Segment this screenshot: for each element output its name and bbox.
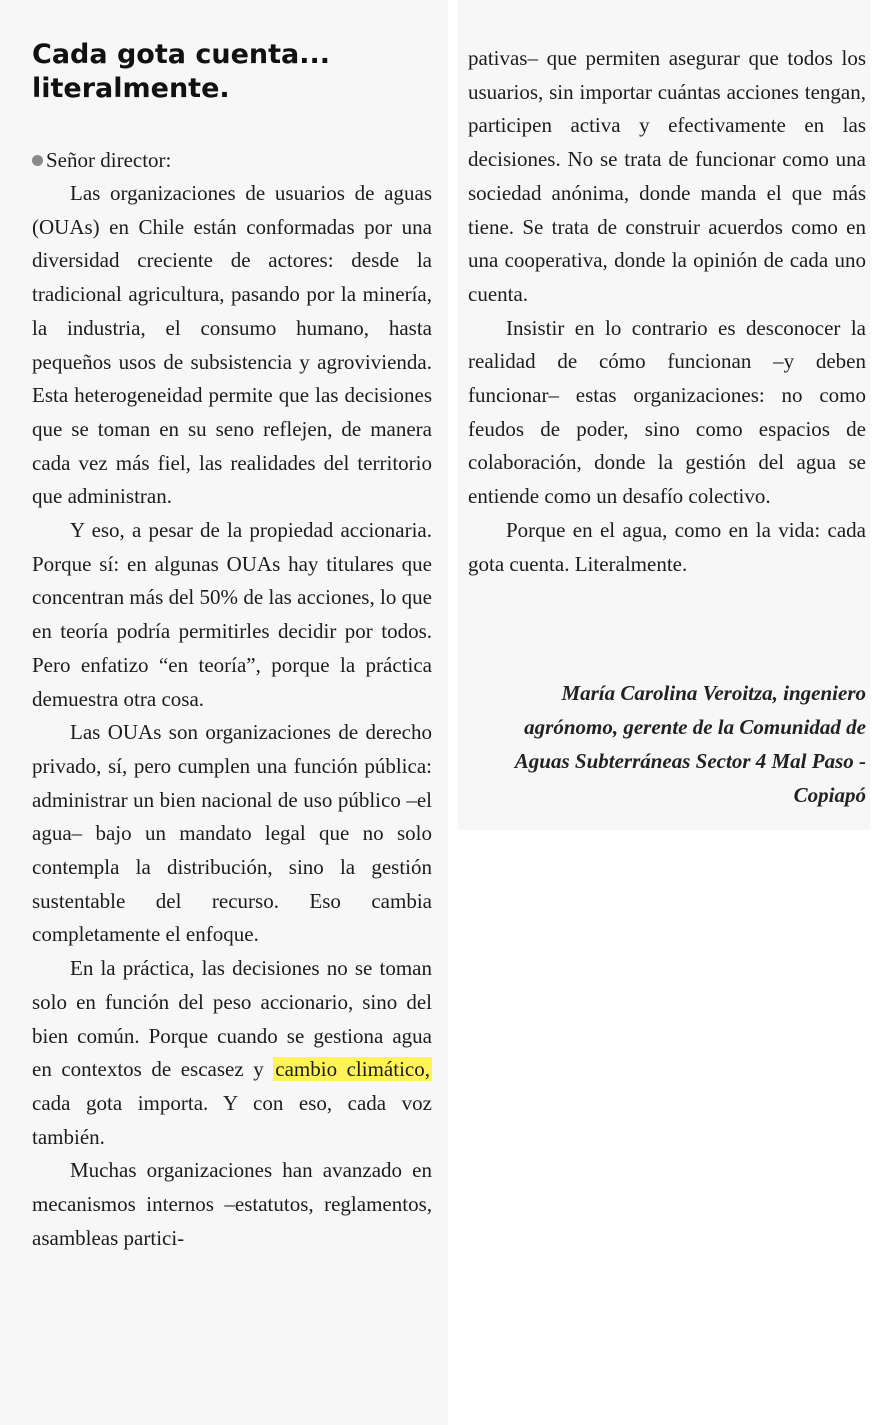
paragraph-continued: Muchas organizaciones han avanzado en mecanismos internos –estatutos, reglamentos, asambleas partici- xyxy=(32,1158,432,1250)
paragraph-continuation: pativas– que permiten asegurar que todos los usuarios, sin importar cuántas acciones tengan, participen activa y efectivamente en las decisiones. No se trata de funcionar como una sociedad anónima, donde manda el que más tiene. Se trata de construir acuerdos como en una cooperativa, donde la opinión de cada uno cuenta. xyxy=(468,46,866,306)
headline: Cada gota cuenta... literalmente. xyxy=(32,39,331,104)
salutation xyxy=(32,144,442,177)
right-body xyxy=(468,42,866,581)
bullet-icon xyxy=(32,155,43,166)
paragraph xyxy=(32,952,432,1154)
paragraph: Y eso, a pesar de la propiedad accionaria. Porque sí: en algunas OUAs hay titulares que concentran más del 50% de las acciones, lo que en teoría podría permitirles decidir por todos. Pero enfatizo “en teoría”, porque la práctica demuestra otra cosa. xyxy=(32,518,432,711)
paragraph: Las organizaciones de usuarios de aguas (OUAs) en Chile están conformadas por una diversidad creciente de actores: desde la tradicional agricultura, pasando por la minería, la industria, el consumo humano, hasta pequeños usos de subsistencia y agrovivienda. Esta heterogeneidad permite que las decisiones que se toman en su seno reflejen, de manera cada vez más fiel, las realidades del territorio que administran. xyxy=(32,181,432,509)
highlighted-text: cambio climático, xyxy=(275,1057,430,1082)
left-body xyxy=(32,177,432,1256)
salutation-text: Señor director: xyxy=(46,148,172,172)
paragraph-text: En la práctica, las decisiones no se toman solo en función del peso accionario, sino del bien común. Porque cuando se gestiona agua en contextos de escasez y xyxy=(32,956,432,1082)
paragraph-text: cada gota importa. Y con eso, cada voz también. xyxy=(32,1090,432,1149)
paragraph: Insistir en lo contrario es desconocer la realidad de cómo funcionan –y deben funcionar– estas organizaciones: no como feudos de poder, sino como espacios de colaboración, donde la gestión del agua se entiende como un desafío colectivo. xyxy=(468,315,866,509)
paragraph: Las OUAs son organizaciones de derecho privado, sí, pero cumplen una función pública: administrar un bien nacional de uso público –el agua– bajo un mandato legal que no solo contempla la distribución, sino la gestión sustentable del recurso. Eso cambia completamente el enfoque. xyxy=(32,720,432,947)
signature: María Carolina Veroitza, ingeniero agrónomo, gerente de la Comunidad de Aguas Subterráneas Sector 4 Mal Paso - Copiapó xyxy=(514,681,866,807)
paragraph: Porque en el agua, como en la vida: cada gota cuenta. Literalmente. xyxy=(468,517,866,576)
